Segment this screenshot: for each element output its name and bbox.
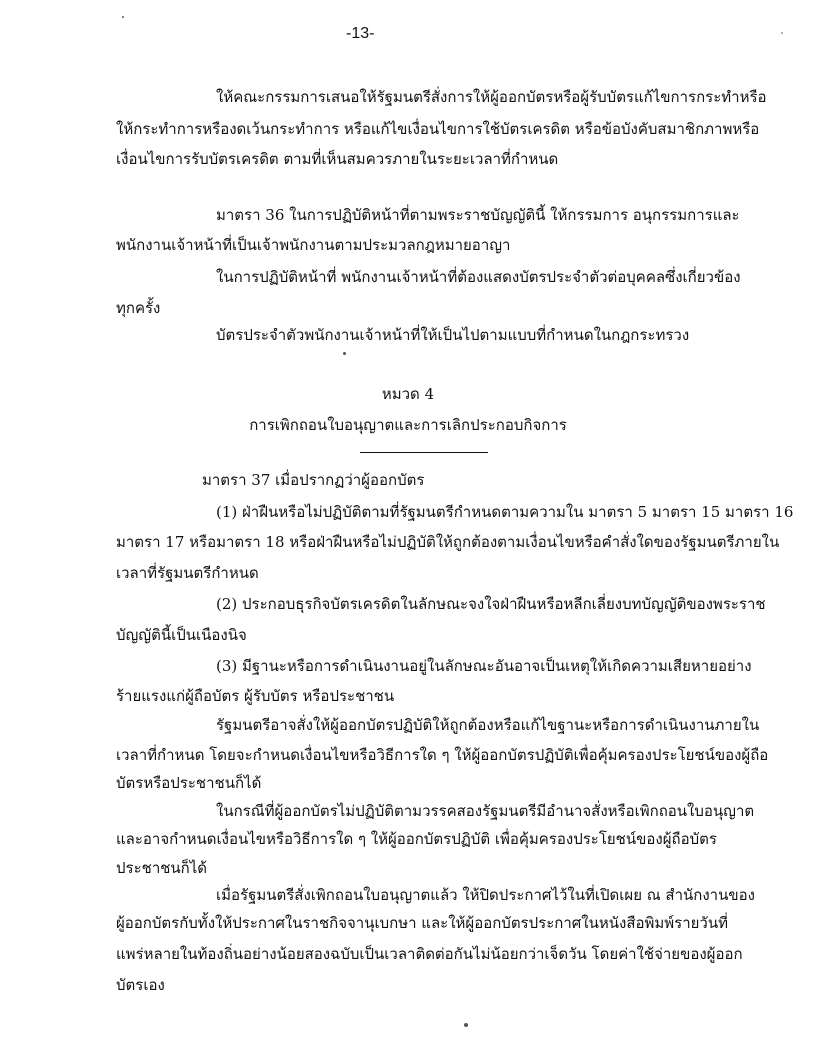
heading-underline xyxy=(360,452,488,453)
text-line: เมื่อรัฐมนตรีสั่งเพิกถอนใบอนุญาตแล้ว ให้ปิดประกาศไว้ในที่เปิดเผย ณ สำนักงานของ xyxy=(216,886,755,904)
text-line: เวลาที่รัฐมนตรีกำหนด xyxy=(116,564,259,582)
text-line: บัตรหรือประชาชนก็ได้ xyxy=(116,774,262,792)
text-line: มาตรา 17 หรือมาตรา 18 หรือฝ่าฝืนหรือไม่ปฏิบัติให้ถูกต้องตามเงื่อนไขหรือคำสั่งใดของรัฐมนตรีภายใน xyxy=(116,533,780,551)
text-line: บัญญัตินี้เป็นเนืองนิจ xyxy=(116,626,247,644)
text-line: ในการปฏิบัติหน้าที่ พนักงานเจ้าหน้าที่ต้องแสดงบัตรประจำตัวต่อบุคคลซึ่งเกี่ยวข้อง xyxy=(216,268,741,286)
text-line: ทุกครั้ง xyxy=(116,299,161,317)
scan-speck xyxy=(343,352,346,355)
text-line: (3) มีฐานะหรือการดำเนินงานอยู่ในลักษณะอันอาจเป็นเหตุให้เกิดความเสียหายอย่าง xyxy=(216,657,752,675)
text-line: มาตรา 37 เมื่อปรากฏว่าผู้ออกบัตร xyxy=(202,471,425,489)
text-line: เงื่อนไขการรับบัตรเครดิต ตามที่เห็นสมควรภายในระยะเวลาที่กำหนด xyxy=(116,150,559,168)
text-line: ให้คณะกรรมการเสนอให้รัฐมนตรีสั่งการให้ผู้ออกบัตรหรือผู้รับบัตรแก้ไขการกระทำหรือ xyxy=(216,88,767,106)
scan-speck xyxy=(122,16,124,18)
text-line: เวลาที่กำหนด โดยจะกำหนดเงื่อนไขหรือวิธีการใด ๆ ให้ผู้ออกบัตรปฏิบัติเพื่อคุ้มครองประโยชน์ของผู้ถือ xyxy=(116,746,769,764)
text-line: บัตรประจำตัวพนักงานเจ้าหน้าที่ให้เป็นไปตามแบบที่กำหนดในกฎกระทรวง xyxy=(216,326,690,344)
text-line: ร้ายแรงแก่ผู้ถือบัตร ผู้รับบัตร หรือประชาชน xyxy=(116,687,395,705)
page-number: -13- xyxy=(346,25,375,42)
text-line: รัฐมนตรีอาจสั่งให้ผู้ออกบัตรปฏิบัติให้ถูกต้องหรือแก้ไขฐานะหรือการดำเนินงานภายใน xyxy=(216,716,760,734)
text-line: มาตรา 36 ในการปฏิบัติหน้าที่ตามพระราชบัญญัตินี้ ให้กรรมการ อนุกรรมการและ xyxy=(216,206,740,224)
text-line: (2) ประกอบธุรกิจบัตรเครดิตในลักษณะจงใจฝ่าฝืนหรือหลีกเลี่ยงบทบัญญัติของพระราช xyxy=(216,595,766,613)
chapter-title: การเพิกถอนใบอนุญาตและการเลิกประกอบกิจการ xyxy=(249,416,567,434)
text-line: (1) ฝ่าฝืนหรือไม่ปฏิบัติตามที่รัฐมนตรีกำหนดตามความใน มาตรา 5 มาตรา 15 มาตรา 16 xyxy=(216,503,794,521)
text-line: ประชาชนก็ได้ xyxy=(116,859,208,877)
text-line: บัตรเอง xyxy=(116,976,165,994)
text-line: ในกรณีที่ผู้ออกบัตรไม่ปฏิบัติตามวรรคสองรัฐมนตรีมีอำนาจสั่งหรือเพิกถอนใบอนุญาต xyxy=(216,802,755,820)
chapter-heading: หมวด 4 xyxy=(381,385,435,403)
scan-speck xyxy=(781,32,783,34)
text-line: ผู้ออกบัตรกับทั้งให้ประกาศในราชกิจจานุเบกษา และให้ผู้ออกบัตรประกาศในหนังสือพิมพ์รายวันที่ xyxy=(116,914,728,932)
text-line: และอาจกำหนดเงื่อนไขหรือวิธีการใด ๆ ให้ผู้ออกบัตรปฏิบัติ เพื่อคุ้มครองประโยชน์ของผู้ถือบัตร xyxy=(116,830,717,848)
text-line: แพร่หลายในท้องถิ่นอย่างน้อยสองฉบับเป็นเวลาติดต่อกันไม่น้อยกว่าเจ็ดวัน โดยค่าใช้จ่ายของผู้ออก xyxy=(116,945,743,963)
text-line: พนักงานเจ้าหน้าที่เป็นเจ้าพนักงานตามประมวลกฎหมายอาญา xyxy=(116,236,511,254)
scan-speck xyxy=(464,1023,468,1027)
text-line: ให้กระทำการหรืองดเว้นกระทำการ หรือแก้ไขเงื่อนไขการใช้บัตรเครดิต หรือข้อบังคับสมาชิกภาพหรือ xyxy=(116,120,760,138)
